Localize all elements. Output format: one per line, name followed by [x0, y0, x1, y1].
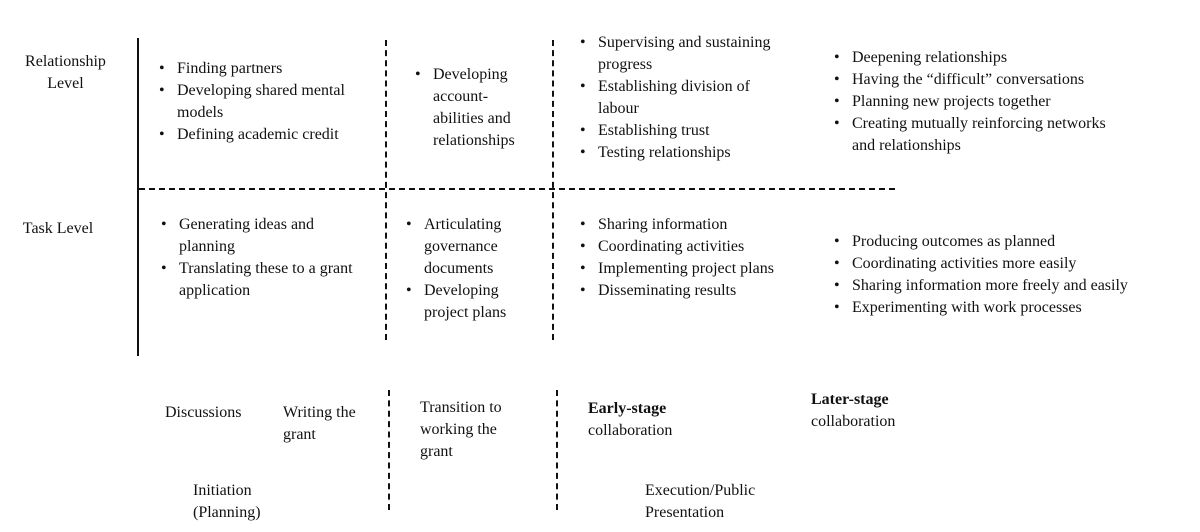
- stage-transition: Transition to working the grant: [420, 399, 502, 460]
- phase-divider-2: [556, 390, 558, 510]
- stage-later-subtitle: collaboration: [811, 413, 896, 430]
- list-item: • Planning new projects together: [832, 91, 1132, 113]
- stage-early-subtitle: collaboration: [588, 422, 673, 439]
- stage-writing-grant: Writing the grant: [283, 404, 356, 443]
- divider-1: [385, 40, 387, 340]
- list-item: • Finding partners: [157, 58, 357, 80]
- stage-early-title: Early-stage: [588, 400, 667, 417]
- list-item: • Establishing trust: [578, 120, 793, 142]
- vertical-axis-line: [137, 38, 139, 356]
- phase-initiation: Initiation (Planning): [193, 482, 261, 521]
- list-item: • Developing project plans: [404, 280, 534, 324]
- relationship-level-label: Relationship Level: [25, 53, 106, 92]
- relationship-cell-early-stage: [578, 32, 793, 164]
- phase-execution: Execution/Public Presentation: [645, 482, 756, 521]
- list-item: • Generating ideas and planning: [159, 214, 359, 258]
- list-item: • Experimenting with work processes: [832, 297, 1132, 319]
- stage-later-title: Later-stage: [811, 391, 889, 408]
- list-item: • Producing outcomes as planned: [832, 231, 1132, 253]
- task-cell-early-stage: [578, 214, 788, 302]
- divider-2: [552, 40, 554, 340]
- task-cell-later-stage: [832, 231, 1132, 319]
- list-item: • Disseminating results: [578, 280, 788, 302]
- list-item: • Deepening relationships: [832, 47, 1132, 69]
- task-cell-transition: [404, 214, 534, 324]
- stage-later: [811, 389, 931, 433]
- list-item: • Coordinating activities more easily: [832, 253, 1132, 275]
- list-item: • Creating mutually reinforcing networks and relationships: [832, 113, 1132, 157]
- phase-divider-1: [388, 390, 390, 510]
- relationship-cell-transition: [413, 64, 538, 152]
- list-item: • Articulating governance documents: [404, 214, 534, 280]
- relationship-cell-later-stage: [832, 47, 1132, 157]
- list-item: • Developing shared mental models: [157, 80, 357, 124]
- list-item: • Having the “difficult” conversations: [832, 69, 1132, 91]
- list-item: • Sharing information more freely and easily: [832, 275, 1132, 297]
- task-cell-initiation: [159, 214, 359, 302]
- task-level-label: Task Level: [22, 220, 94, 237]
- list-item: • Defining academic credit: [157, 124, 357, 146]
- list-item: • Translating these to a grant application: [159, 258, 359, 302]
- stage-early: [588, 398, 708, 442]
- list-item: • Supervising and sustaining progress: [578, 32, 793, 76]
- list-item: • Testing relationships: [578, 142, 793, 164]
- list-item: • Sharing information: [578, 214, 788, 236]
- list-item: • Implementing project plans: [578, 258, 788, 280]
- list-item: • Coordinating activities: [578, 236, 788, 258]
- list-item: • Establishing division of labour: [578, 76, 793, 120]
- horizontal-divider: [139, 188, 895, 190]
- list-item: • Developing account-abilities and relationships: [413, 64, 538, 152]
- relationship-cell-initiation: [157, 58, 357, 146]
- stage-discussions: Discussions: [165, 404, 242, 421]
